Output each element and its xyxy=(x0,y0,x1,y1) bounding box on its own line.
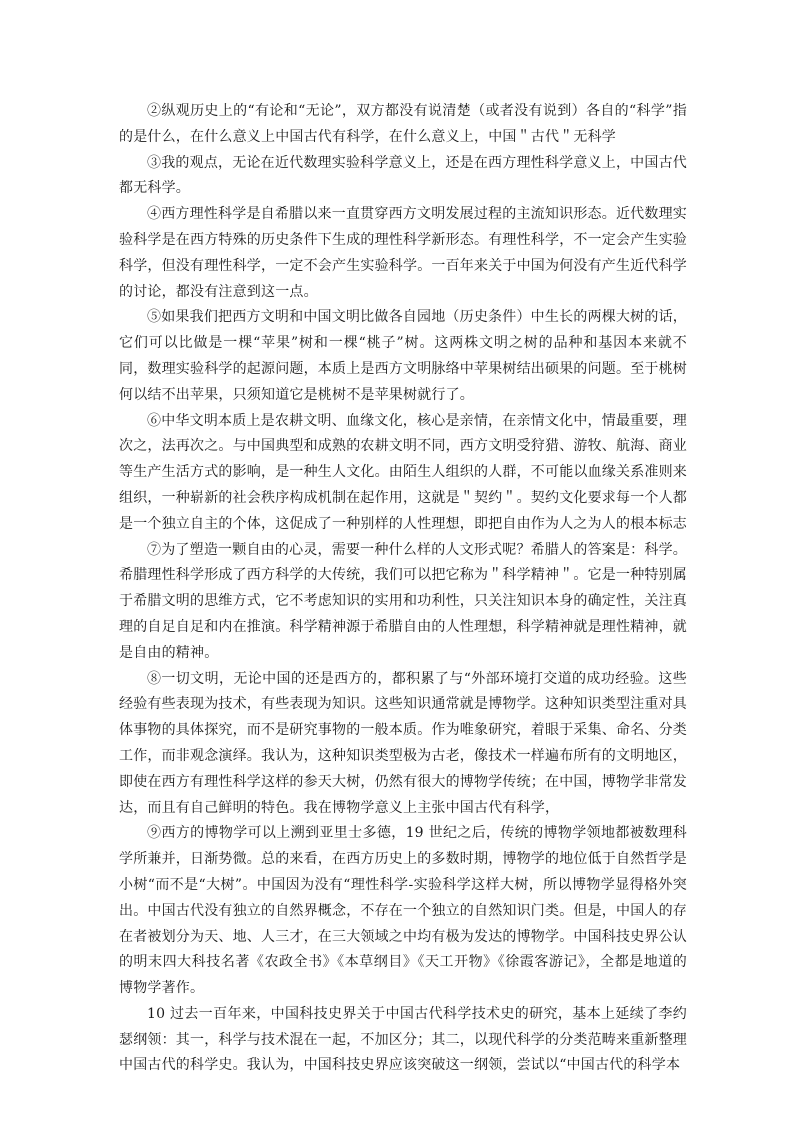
paragraph-4: ④西方理性科学是自希腊以来一直贯穿西方文明发展过程的主流知识形态。近代数理实验科学是在西方特殊的历史条件下生成的理性科学新形态。有理性科学，不一定会产生实验科学，但没有理性科学，一定不会产生实验科学。一百年来关于中国为何没有产生近代科学的讨论，都没有注意到这一点。 xyxy=(119,206,687,300)
article-body xyxy=(119,99,687,1079)
paragraph-8: ⑧一切文明，无论中国的还是西方的，都积累了与“外部环境打交道的成功经验。这些经验有些表现为技术，有些表现为知识。这些知识通常就是博物学。这种知识类型注重对具体事物的具体探究，而不是研究事物的一般本质。作为唯象研究，着眼于采集、命名、分类工作，而非观念演绎。我认为，这种知识类型极为古老，像技术一样遍布所有的文明地区，即使在西方有理性科学这样的参天大树，仍然有很大的博物学传统；在中国，博物学非常发达，而且有自己鲜明的特色。我在博物学意义上主张中国古代有科学， xyxy=(119,670,687,816)
paragraph-6: ⑥中华文明本质上是农耕文明、血缘文化，核心是亲情，在亲情文化中，情最重要，理次之，法再次之。与中国典型和成熟的农耕文明不同，西方文明受狩猎、游牧、航海、商业等生产生活方式的影响，是一种生人文化。由陌生人组织的人群，不可能以血缘关系准则来组织，一种崭新的社会秩序构成机制在起作用，这就是＂契约＂。契约文化要求每一个人都是一个独立自主的个体，这促成了一种别样的人性理想，即把自由作为人之为人的根本标志 xyxy=(119,412,687,532)
paragraph-9: ⑨西方的博物学可以上溯到亚里士多德，19 世纪之后，传统的博物学领地都被数理科学所兼并，日渐势微。总的来看，在西方历史上的多数时期，博物学的地位低于自然哲学是小树“而不是“大树”。中国因为没有“理性科学-实验科学这样大树，所以博物学显得格外突出。中国古代没有独立的自然界概念，不存在一个独立的自然知识门类。但是，中国人的存在者被划分为天、地、人三才，在三大领域之中均有极为发达的博物学。中国科技史界公认的明末四大科技名著《农政全书》《本草纲目》《天工开物》《徐霞客游记》，全都是地道的博物学著作。 xyxy=(119,825,687,997)
paragraph-5: ⑤如果我们把西方文明和中国文明比做各自园地（历史条件）中生长的两棵大树的话，它们可以比做是一棵“苹果”树和一棵“桃子”树。这两株文明之树的品种和基因本来就不同，数理实验科学的起源问题，本质上是西方文明脉络中苹果树结出硕果的问题。至于桃树何以结不出苹果，只须知道它是桃树不是苹果树就行了。 xyxy=(119,309,687,403)
paragraph-2: ②纵观历史上的“有论和“无论”，双方都没有说清楚（或者没有说到）各自的“科学”指的是什么，在什么意义上中国古代有科学，在什么意义上，中国＂古代＂无科学 xyxy=(119,103,687,145)
paragraph-10: 10 过去一百年来，中国科技史界关于中国古代科学技术史的研究，基本上延续了李约瑟纲领：其一，科学与技术混在一起，不加区分；其二，以现代科学的分类范畴来重新整理中国古代的科学史。我认为，中国科技史界应该突破这一纲领，尝试以“中国古代的科学本 xyxy=(119,1005,687,1074)
paragraph-7: ⑦为了塑造一颗自由的心灵，需要一种什么样的人文形式呢？希腊人的答案是：科学。希腊理性科学形成了西方科学的大传统，我们可以把它称为＂科学精神＂。它是一种特别属于希腊文明的思维方式，它不考虑知识的实用和功利性，只关注知识本身的确定性，关注真理的自足自足和内在推演。科学精神源于希腊自由的人性理想，科学精神就是理性精神，就是自由的精神。 xyxy=(119,541,687,661)
paragraph-3: ③我的观点，无论在近代数理实验科学意义上，还是在西方理性科学意义上，中国古代都无科学。 xyxy=(119,154,687,197)
